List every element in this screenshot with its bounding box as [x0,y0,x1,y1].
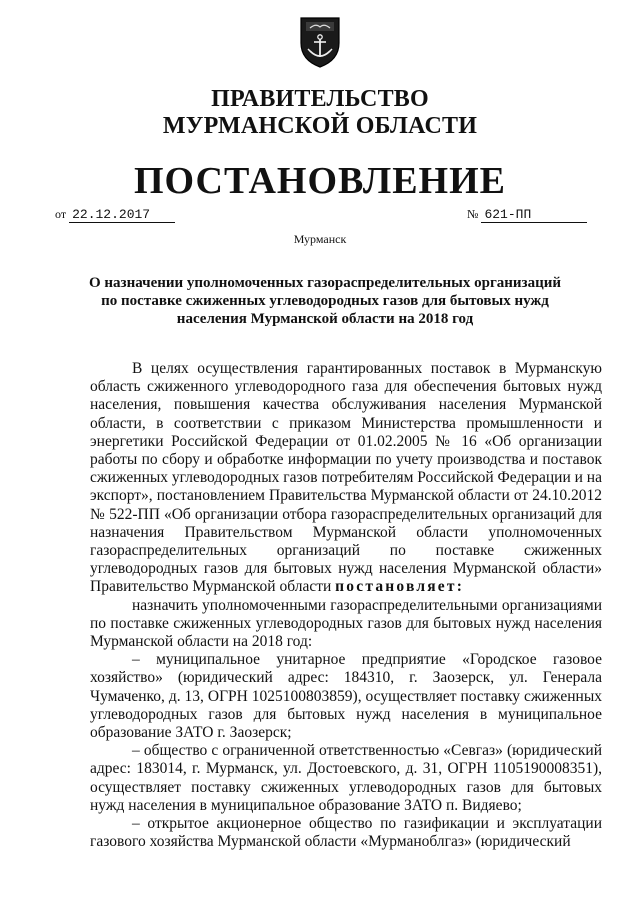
decree-word: постановляет: [335,578,465,596]
document-date: 22.12.2017 [69,208,175,223]
preamble-paragraph [90,360,602,597]
date-prefix: от [55,207,67,221]
document-body [90,360,602,851]
document-city: Мурманск [293,232,347,246]
government-name-line-2: МУРМАНСКОЙ ОБЛАСТИ [162,113,478,139]
list-item: – муниципальное унитарное предприятие «Городское газовое хозяйство» (юридический адрес: 184310, г. Заозерск, ул. Генерала Чумаченко, д. 13, ОГРН 1025100803859), осуществляет поставку сжиженных углеводородных газов для бытовых нужд населения в муниципальное образование ЗАТО г. Заозерск; [90,651,602,742]
government-name-line-1: ПРАВИТЕЛЬСТВО [211,86,429,112]
item-intro-paragraph: назначить уполномоченными газораспределительными организациями по поставке сжиженных углеводородных газов для бытовых нужд населения Мурманской области на 2018 год: [90,596,602,651]
number-prefix: № [467,207,479,221]
coat-of-arms-icon [296,13,344,69]
document-number: 621-ПП [481,208,587,223]
document-type-title: ПОСТАНОВЛЕНИЕ [133,160,507,202]
list-item: – общество с ограниченной ответственностью «Севгаз» (юридический адрес: 183014, г. Мурманск, ул. Достоевского, д. 31, ОГРН 1105190008351), осуществляет поставку сжиженных углеводородных газов для бытовых нужд населения в муниципальное образование ЗАТО п. Видяево; [90,742,602,814]
list-item: – открытое акционерное общество по газификации и эксплуатации газового хозяйства Мурманской области «Мурманоблгаз» (юридический [90,815,602,851]
document-date-field [55,207,175,223]
document-number-field [467,207,587,223]
preamble-text: В целях осуществления гарантированных поставок в Мурманскую область сжиженного углеводородного газа для обеспечения бытовых нужд населения, повышения качества обслуживания населения Мурманской области, в соответствии с приказом Министерства промышленности и энергетики Российской Федерации от 01.02.2005 № 16 «Об организации работы по сбору и обработке информации по учету производства и поставок сжиженных углеводородных газов потребителям Российской Федерации и на экспорт», постановлением Правительства Мурманской области от 24.10.2012 № 522-ПП «Об организации отбора газораспределительных организаций для назначения Правительством Мурманской области уполномоченных газораспределительных организаций по поставке сжиженных углеводородных газов для бытовых нужд населения Мурманской области» Правительство Мурманской области [90,360,602,596]
document-heading: О назначении уполномоченных газораспределительных организаций по поставке сжиженных углеводородных газов для бытовых нужд населения Мурманской области на 2018 год [88,275,561,327]
